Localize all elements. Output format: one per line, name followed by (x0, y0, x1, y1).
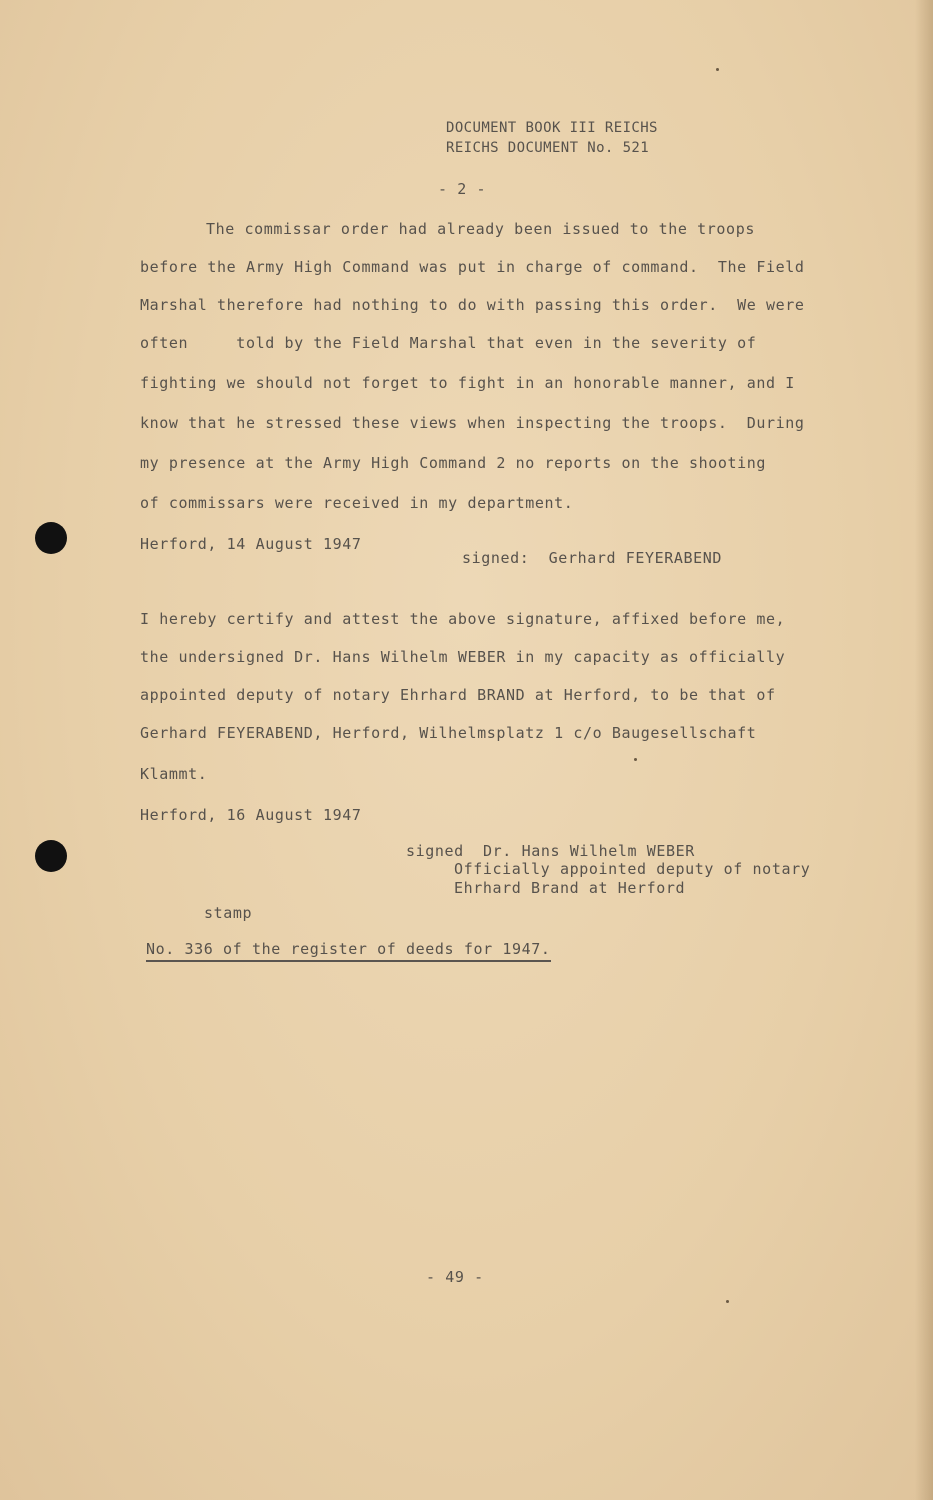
paper-edge (915, 0, 933, 1500)
statement-line: often told by the Field Marshal that even in the severity of (140, 334, 757, 352)
page-marker: - 2 - (438, 180, 487, 198)
statement-line: Marshal therefore had nothing to do with passing this order. We were (140, 296, 805, 314)
notary-signature-line: Officially appointed deputy of notary (454, 860, 811, 878)
notary-signature-line: signed Dr. Hans Wilhelm WEBER (406, 842, 695, 860)
statement-date: Herford, 14 August 1947 (140, 535, 362, 553)
punch-hole-top (35, 522, 67, 554)
statement-line: know that he stressed these views when inspecting the troops. During (140, 414, 805, 432)
attestation-line: I hereby certify and attest the above signature, affixed before me, (140, 610, 786, 628)
document-header-line-2: REICHS DOCUMENT No. 521 (446, 140, 650, 156)
statement-line: of commissars were received in my department. (140, 494, 574, 512)
attestation-line: Klammt. (140, 765, 208, 783)
punch-hole-bottom (35, 840, 67, 872)
notary-signature-line: Ehrhard Brand at Herford (454, 879, 686, 897)
register-entry: No. 336 of the register of deeds for 1947. (146, 940, 551, 962)
attestation-line: the undersigned Dr. Hans Wilhelm WEBER in my capacity as officially (140, 648, 786, 666)
statement-line: The commissar order had already been issued to the troops (206, 220, 755, 238)
ink-speck (726, 1300, 729, 1303)
attestation-line: appointed deputy of notary Ehrhard BRAND at Herford, to be that of (140, 686, 776, 704)
statement-signature: signed: Gerhard FEYERABEND (462, 549, 723, 567)
attestation-line: Gerhard FEYERABEND, Herford, Wilhelmsplatz 1 c/o Baugesellschaft (140, 724, 757, 742)
footer-page-number: - 49 - (426, 1268, 484, 1286)
statement-line: my presence at the Army High Command 2 no reports on the shooting (140, 454, 766, 472)
statement-line: fighting we should not forget to fight in an honorable manner, and I (140, 374, 795, 392)
document-header-line-1: DOCUMENT BOOK III REICHS (446, 120, 658, 136)
ink-speck (634, 758, 637, 761)
stamp-note: stamp (204, 904, 253, 922)
statement-line: before the Army High Command was put in charge of command. The Field (140, 258, 805, 276)
attestation-date: Herford, 16 August 1947 (140, 806, 362, 824)
ink-speck (716, 68, 719, 71)
